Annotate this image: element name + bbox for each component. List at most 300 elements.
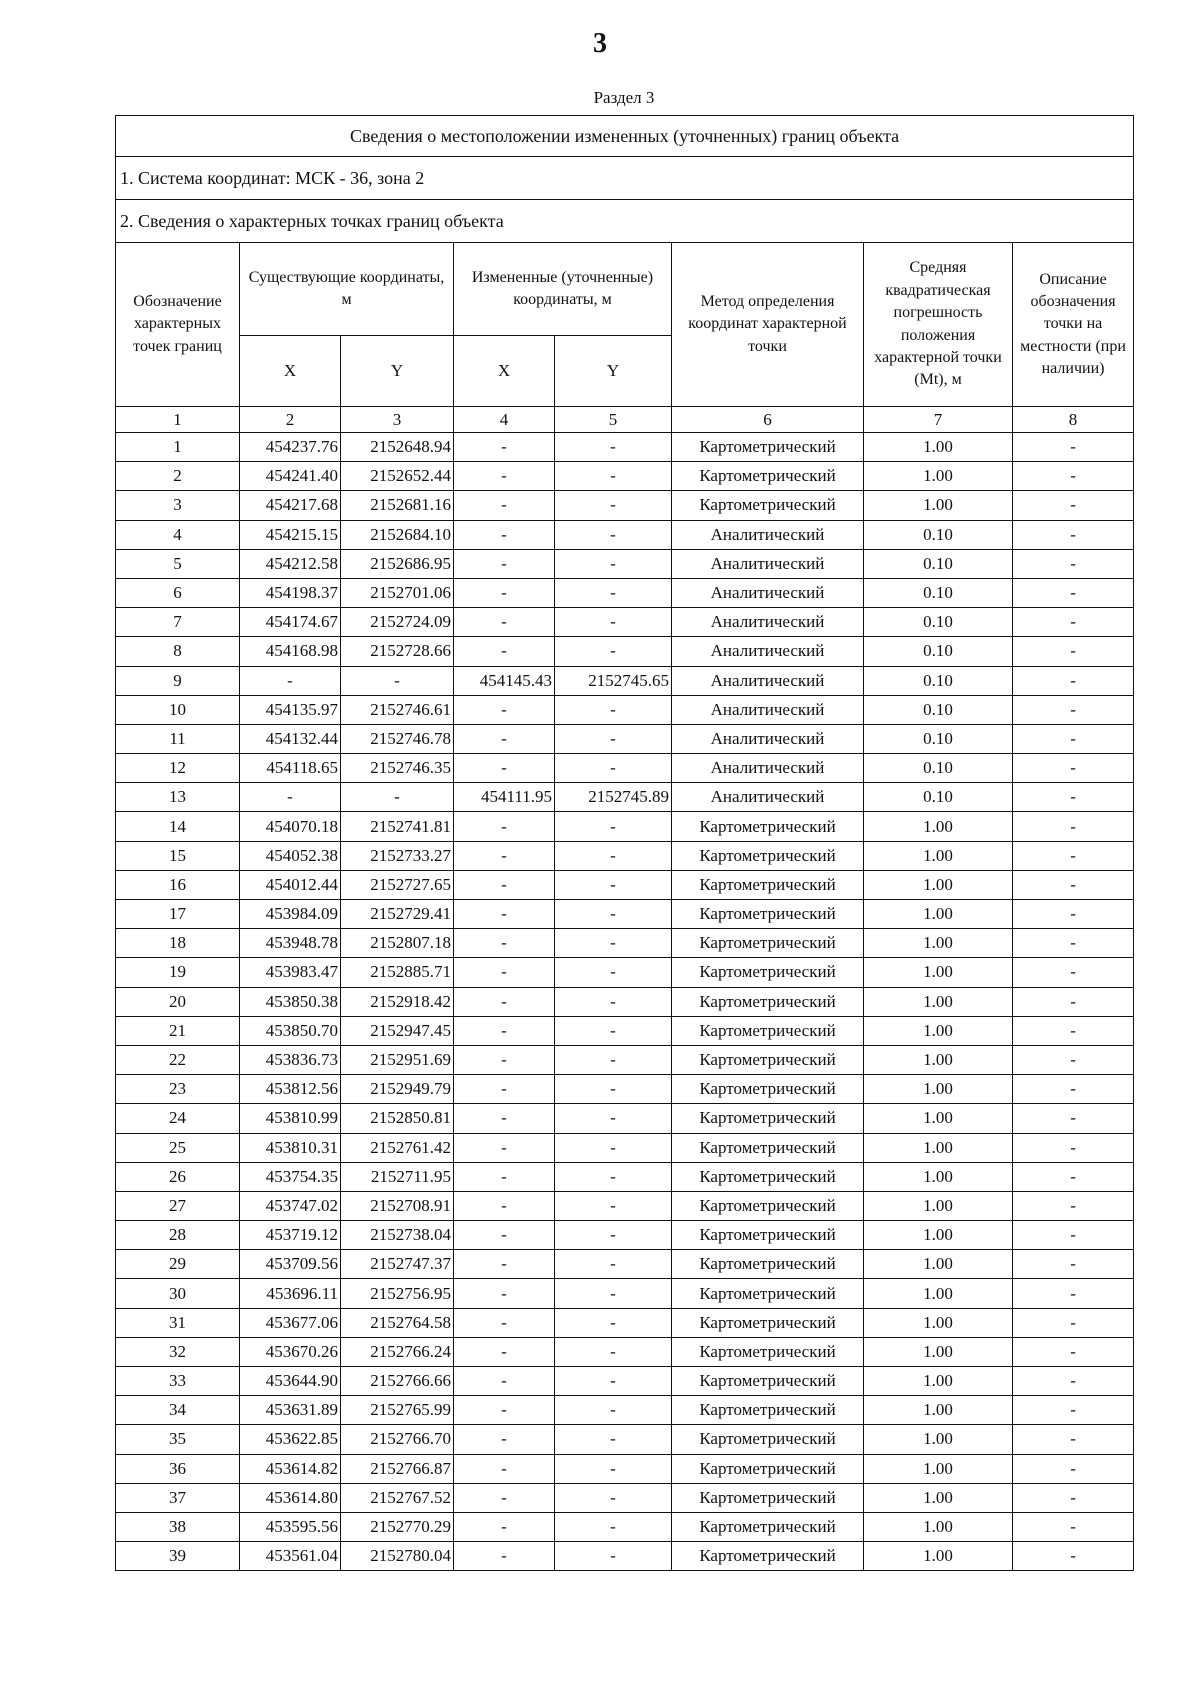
existing-y-cell: 2152766.66 <box>341 1367 454 1396</box>
description-cell: - <box>1013 1483 1134 1512</box>
changed-x-cell: - <box>454 1308 555 1337</box>
method-cell: Картометрический <box>672 491 864 520</box>
method-cell: Картометрический <box>672 1162 864 1191</box>
description-cell: - <box>1013 812 1134 841</box>
method-cell: Картометрический <box>672 1542 864 1571</box>
point-number-cell: 30 <box>116 1279 240 1308</box>
header-changed-coordinates: Измененные (уточненные) координаты, м <box>454 243 672 336</box>
existing-x-cell: 453561.04 <box>240 1542 341 1571</box>
changed-y-cell: - <box>555 1396 672 1425</box>
error-cell: 1.00 <box>864 1162 1013 1191</box>
changed-x-cell: - <box>454 520 555 549</box>
table-row <box>116 900 1134 929</box>
error-cell: 0.10 <box>864 549 1013 578</box>
table-row <box>116 1075 1134 1104</box>
description-cell: - <box>1013 958 1134 987</box>
changed-x-cell: - <box>454 1104 555 1133</box>
table-row <box>116 1337 1134 1366</box>
table-row <box>116 1367 1134 1396</box>
error-cell: 1.00 <box>864 1425 1013 1454</box>
existing-x-cell: 454052.38 <box>240 841 341 870</box>
changed-x-cell: 454145.43 <box>454 666 555 695</box>
error-cell: 1.00 <box>864 1221 1013 1250</box>
method-cell: Картометрический <box>672 1512 864 1541</box>
column-number: 6 <box>672 407 864 433</box>
changed-x-cell: - <box>454 1162 555 1191</box>
description-cell: - <box>1013 1337 1134 1366</box>
point-number-cell: 9 <box>116 666 240 695</box>
existing-x-cell: 453983.47 <box>240 958 341 987</box>
changed-y-cell: - <box>555 1425 672 1454</box>
table-row <box>116 1396 1134 1425</box>
point-number-cell: 24 <box>116 1104 240 1133</box>
table-row <box>116 1162 1134 1191</box>
changed-x-cell: - <box>454 812 555 841</box>
error-cell: 1.00 <box>864 491 1013 520</box>
changed-x-cell: - <box>454 637 555 666</box>
method-cell: Картометрический <box>672 433 864 462</box>
existing-y-cell: 2152728.66 <box>341 637 454 666</box>
existing-x-cell: 454118.65 <box>240 754 341 783</box>
table-row <box>116 1454 1134 1483</box>
header-description: Описание обозначения точки на местности (при наличии) <box>1013 243 1134 407</box>
error-cell: 1.00 <box>864 1367 1013 1396</box>
changed-x-cell: - <box>454 754 555 783</box>
method-cell: Картометрический <box>672 1425 864 1454</box>
changed-y-cell: - <box>555 1191 672 1220</box>
description-cell: - <box>1013 1454 1134 1483</box>
table-row <box>116 1483 1134 1512</box>
method-cell: Картометрический <box>672 1221 864 1250</box>
changed-y-cell: - <box>555 1279 672 1308</box>
point-number-cell: 17 <box>116 900 240 929</box>
description-cell: - <box>1013 666 1134 695</box>
existing-y-cell: 2152766.87 <box>341 1454 454 1483</box>
point-number-cell: 21 <box>116 1016 240 1045</box>
changed-x-cell: - <box>454 1045 555 1074</box>
point-number-cell: 14 <box>116 812 240 841</box>
description-cell: - <box>1013 1396 1134 1425</box>
existing-y-cell: 2152767.52 <box>341 1483 454 1512</box>
table-row <box>116 666 1134 695</box>
description-cell: - <box>1013 1542 1134 1571</box>
description-cell: - <box>1013 724 1134 753</box>
description-cell: - <box>1013 1075 1134 1104</box>
existing-x-cell: 454212.58 <box>240 549 341 578</box>
existing-y-cell: 2152765.99 <box>341 1396 454 1425</box>
existing-y-cell: 2152885.71 <box>341 958 454 987</box>
point-number-cell: 38 <box>116 1512 240 1541</box>
changed-x-cell: - <box>454 433 555 462</box>
existing-y-cell: 2152701.06 <box>341 578 454 607</box>
description-cell: - <box>1013 462 1134 491</box>
changed-x-cell: - <box>454 1425 555 1454</box>
description-cell: - <box>1013 1221 1134 1250</box>
changed-y-cell: - <box>555 870 672 899</box>
existing-x-cell: 453850.70 <box>240 1016 341 1045</box>
table-heading: Сведения о местоположении измененных (уточненных) границ объекта <box>116 116 1134 157</box>
changed-y-cell: - <box>555 812 672 841</box>
point-number-cell: 25 <box>116 1133 240 1162</box>
description-cell: - <box>1013 1016 1134 1045</box>
changed-x-cell: - <box>454 724 555 753</box>
existing-y-cell: 2152741.81 <box>341 812 454 841</box>
existing-x-cell: 454174.67 <box>240 608 341 637</box>
existing-x-cell: 454237.76 <box>240 433 341 462</box>
section-title: Раздел 3 <box>593 88 655 107</box>
error-cell: 1.00 <box>864 1396 1013 1425</box>
description-cell: - <box>1013 1512 1134 1541</box>
existing-x-cell: 453810.31 <box>240 1133 341 1162</box>
changed-y-cell: - <box>555 1162 672 1191</box>
point-number-cell: 7 <box>116 608 240 637</box>
method-cell: Картометрический <box>672 462 864 491</box>
existing-x-cell: 453810.99 <box>240 1104 341 1133</box>
page-number: 3 <box>593 28 607 59</box>
changed-x-cell: - <box>454 549 555 578</box>
method-cell: Картометрический <box>672 958 864 987</box>
existing-y-cell: 2152686.95 <box>341 549 454 578</box>
description-cell: - <box>1013 578 1134 607</box>
changed-y-cell: - <box>555 958 672 987</box>
changed-x-cell: - <box>454 1367 555 1396</box>
description-cell: - <box>1013 491 1134 520</box>
table-row <box>116 1542 1134 1571</box>
method-cell: Картометрический <box>672 1075 864 1104</box>
changed-x-cell: - <box>454 1542 555 1571</box>
error-cell: 1.00 <box>864 433 1013 462</box>
changed-y-cell: 2152745.65 <box>555 666 672 695</box>
changed-x-cell: - <box>454 958 555 987</box>
description-cell: - <box>1013 1191 1134 1220</box>
point-number-cell: 6 <box>116 578 240 607</box>
changed-x-cell: - <box>454 987 555 1016</box>
changed-x-cell: - <box>454 900 555 929</box>
existing-y-cell: 2152918.42 <box>341 987 454 1016</box>
existing-x-cell: 454168.98 <box>240 637 341 666</box>
existing-x-cell: 454217.68 <box>240 491 341 520</box>
point-number-cell: 19 <box>116 958 240 987</box>
method-cell: Аналитический <box>672 637 864 666</box>
table-row <box>116 549 1134 578</box>
changed-x-cell: - <box>454 1075 555 1104</box>
point-number-cell: 3 <box>116 491 240 520</box>
table-row <box>116 1104 1134 1133</box>
existing-y-cell: 2152807.18 <box>341 929 454 958</box>
header-existing-coordinates: Существующие координаты, м <box>240 243 454 336</box>
point-number-cell: 18 <box>116 929 240 958</box>
points-heading: 2. Сведения о характерных точках границ объекта <box>116 200 1134 243</box>
existing-x-cell: 453622.85 <box>240 1425 341 1454</box>
error-cell: 1.00 <box>864 1075 1013 1104</box>
existing-x-cell: 454132.44 <box>240 724 341 753</box>
boundary-points-table <box>115 115 1134 1571</box>
method-cell: Картометрический <box>672 1045 864 1074</box>
changed-x-cell: - <box>454 1279 555 1308</box>
table-row <box>116 724 1134 753</box>
description-cell: - <box>1013 754 1134 783</box>
table-row <box>116 637 1134 666</box>
table-row <box>116 812 1134 841</box>
error-cell: 1.00 <box>864 1250 1013 1279</box>
table-row <box>116 1512 1134 1541</box>
point-number-cell: 2 <box>116 462 240 491</box>
point-number-cell: 16 <box>116 870 240 899</box>
point-number-cell: 11 <box>116 724 240 753</box>
header-changed-y: Y <box>555 336 672 407</box>
changed-y-cell: - <box>555 462 672 491</box>
method-cell: Картометрический <box>672 987 864 1016</box>
existing-x-cell: 453709.56 <box>240 1250 341 1279</box>
method-cell: Картометрический <box>672 1104 864 1133</box>
error-cell: 1.00 <box>864 958 1013 987</box>
point-number-cell: 1 <box>116 433 240 462</box>
existing-y-cell: 2152746.61 <box>341 695 454 724</box>
point-number-cell: 4 <box>116 520 240 549</box>
method-cell: Аналитический <box>672 520 864 549</box>
existing-x-cell: 454012.44 <box>240 870 341 899</box>
changed-y-cell: - <box>555 1250 672 1279</box>
existing-y-cell: 2152780.04 <box>341 1542 454 1571</box>
existing-y-cell: 2152949.79 <box>341 1075 454 1104</box>
description-cell: - <box>1013 783 1134 812</box>
existing-y-cell: 2152708.91 <box>341 1191 454 1220</box>
table-row <box>116 1250 1134 1279</box>
point-number-cell: 10 <box>116 695 240 724</box>
changed-x-cell: - <box>454 491 555 520</box>
error-cell: 1.00 <box>864 1542 1013 1571</box>
existing-y-cell: 2152681.16 <box>341 491 454 520</box>
existing-x-cell: 453677.06 <box>240 1308 341 1337</box>
changed-x-cell: - <box>454 1512 555 1541</box>
table-row <box>116 695 1134 724</box>
existing-x-cell: 453948.78 <box>240 929 341 958</box>
coordinate-system: 1. Система координат: МСК - 36, зона 2 <box>116 157 1134 200</box>
column-number: 5 <box>555 407 672 433</box>
changed-y-cell: - <box>555 491 672 520</box>
table-row <box>116 783 1134 812</box>
table-row <box>116 1221 1134 1250</box>
header-error: Средняя квадратическая погрешность положения характерной точки (Mt), м <box>864 243 1013 407</box>
column-number: 4 <box>454 407 555 433</box>
existing-y-cell: 2152947.45 <box>341 1016 454 1045</box>
table-row <box>116 870 1134 899</box>
table-row <box>116 1016 1134 1045</box>
method-cell: Картометрический <box>672 1308 864 1337</box>
description-cell: - <box>1013 1279 1134 1308</box>
changed-x-cell: - <box>454 462 555 491</box>
existing-x-cell: 453836.73 <box>240 1045 341 1074</box>
table-row <box>116 754 1134 783</box>
existing-y-cell: - <box>341 666 454 695</box>
method-cell: Картометрический <box>672 900 864 929</box>
changed-y-cell: - <box>555 724 672 753</box>
changed-x-cell: - <box>454 1133 555 1162</box>
header-existing-x: X <box>240 336 341 407</box>
changed-y-cell: - <box>555 1075 672 1104</box>
method-cell: Аналитический <box>672 608 864 637</box>
description-cell: - <box>1013 608 1134 637</box>
changed-x-cell: - <box>454 929 555 958</box>
point-number-cell: 31 <box>116 1308 240 1337</box>
point-number-cell: 22 <box>116 1045 240 1074</box>
existing-x-cell: 453595.56 <box>240 1512 341 1541</box>
existing-x-cell: - <box>240 783 341 812</box>
existing-y-cell: 2152761.42 <box>341 1133 454 1162</box>
existing-y-cell: 2152746.78 <box>341 724 454 753</box>
error-cell: 1.00 <box>864 900 1013 929</box>
point-number-cell: 32 <box>116 1337 240 1366</box>
error-cell: 0.10 <box>864 608 1013 637</box>
table-row <box>116 1191 1134 1220</box>
table-row <box>116 1045 1134 1074</box>
error-cell: 0.10 <box>864 578 1013 607</box>
table-row <box>116 578 1134 607</box>
description-cell: - <box>1013 1308 1134 1337</box>
table-row <box>116 608 1134 637</box>
existing-y-cell: 2152684.10 <box>341 520 454 549</box>
description-cell: - <box>1013 1250 1134 1279</box>
existing-x-cell: 453850.38 <box>240 987 341 1016</box>
changed-y-cell: - <box>555 1337 672 1366</box>
point-number-cell: 20 <box>116 987 240 1016</box>
point-number-cell: 26 <box>116 1162 240 1191</box>
point-number-cell: 12 <box>116 754 240 783</box>
method-cell: Аналитический <box>672 666 864 695</box>
changed-y-cell: 2152745.89 <box>555 783 672 812</box>
existing-y-cell: 2152951.69 <box>341 1045 454 1074</box>
method-cell: Картометрический <box>672 1483 864 1512</box>
table-row <box>116 929 1134 958</box>
method-cell: Картометрический <box>672 841 864 870</box>
method-cell: Картометрический <box>672 1133 864 1162</box>
changed-y-cell: - <box>555 1045 672 1074</box>
changed-x-cell: - <box>454 1191 555 1220</box>
description-cell: - <box>1013 637 1134 666</box>
method-cell: Картометрический <box>672 1367 864 1396</box>
error-cell: 1.00 <box>864 1279 1013 1308</box>
existing-y-cell: - <box>341 783 454 812</box>
existing-x-cell: 454070.18 <box>240 812 341 841</box>
existing-y-cell: 2152756.95 <box>341 1279 454 1308</box>
point-number-cell: 13 <box>116 783 240 812</box>
error-cell: 1.00 <box>864 1337 1013 1366</box>
changed-x-cell: - <box>454 1483 555 1512</box>
error-cell: 1.00 <box>864 1454 1013 1483</box>
changed-y-cell: - <box>555 1104 672 1133</box>
error-cell: 0.10 <box>864 783 1013 812</box>
error-cell: 0.10 <box>864 754 1013 783</box>
column-number-row <box>116 407 1134 433</box>
changed-x-cell: - <box>454 1221 555 1250</box>
description-cell: - <box>1013 900 1134 929</box>
changed-x-cell: - <box>454 1454 555 1483</box>
changed-x-cell: - <box>454 695 555 724</box>
changed-x-cell: - <box>454 1396 555 1425</box>
method-cell: Картометрический <box>672 1191 864 1220</box>
description-cell: - <box>1013 433 1134 462</box>
table-row <box>116 433 1134 462</box>
existing-y-cell: 2152746.35 <box>341 754 454 783</box>
existing-x-cell: 453747.02 <box>240 1191 341 1220</box>
table-row <box>116 987 1134 1016</box>
method-cell: Аналитический <box>672 783 864 812</box>
existing-x-cell: 454215.15 <box>240 520 341 549</box>
table-row <box>116 1425 1134 1454</box>
error-cell: 1.00 <box>864 1133 1013 1162</box>
existing-x-cell: 453614.82 <box>240 1454 341 1483</box>
existing-y-cell: 2152738.04 <box>341 1221 454 1250</box>
method-cell: Картометрический <box>672 1337 864 1366</box>
error-cell: 0.10 <box>864 695 1013 724</box>
changed-x-cell: - <box>454 608 555 637</box>
error-cell: 0.10 <box>864 520 1013 549</box>
point-number-cell: 35 <box>116 1425 240 1454</box>
description-cell: - <box>1013 549 1134 578</box>
point-number-cell: 33 <box>116 1367 240 1396</box>
method-cell: Аналитический <box>672 724 864 753</box>
point-number-cell: 27 <box>116 1191 240 1220</box>
changed-x-cell: - <box>454 578 555 607</box>
point-number-cell: 37 <box>116 1483 240 1512</box>
error-cell: 1.00 <box>864 870 1013 899</box>
description-cell: - <box>1013 520 1134 549</box>
description-cell: - <box>1013 1162 1134 1191</box>
point-number-cell: 5 <box>116 549 240 578</box>
changed-y-cell: - <box>555 1483 672 1512</box>
method-cell: Аналитический <box>672 549 864 578</box>
changed-y-cell: - <box>555 549 672 578</box>
existing-y-cell: 2152747.37 <box>341 1250 454 1279</box>
error-cell: 0.10 <box>864 637 1013 666</box>
header-existing-y: Y <box>341 336 454 407</box>
column-number: 2 <box>240 407 341 433</box>
existing-x-cell: 453812.56 <box>240 1075 341 1104</box>
point-number-cell: 8 <box>116 637 240 666</box>
changed-x-cell: - <box>454 870 555 899</box>
changed-y-cell: - <box>555 1016 672 1045</box>
description-cell: - <box>1013 695 1134 724</box>
changed-y-cell: - <box>555 1542 672 1571</box>
method-cell: Картометрический <box>672 1454 864 1483</box>
description-cell: - <box>1013 1425 1134 1454</box>
method-cell: Картометрический <box>672 1016 864 1045</box>
changed-y-cell: - <box>555 608 672 637</box>
existing-y-cell: 2152729.41 <box>341 900 454 929</box>
existing-x-cell: 453631.89 <box>240 1396 341 1425</box>
existing-x-cell: 454241.40 <box>240 462 341 491</box>
column-number: 7 <box>864 407 1013 433</box>
changed-x-cell: - <box>454 841 555 870</box>
header-designation: Обозначение характерных точек границ <box>116 243 240 407</box>
changed-y-cell: - <box>555 900 672 929</box>
method-cell: Аналитический <box>672 695 864 724</box>
error-cell: 1.00 <box>864 1483 1013 1512</box>
existing-x-cell: 454198.37 <box>240 578 341 607</box>
column-number: 8 <box>1013 407 1134 433</box>
point-number-cell: 36 <box>116 1454 240 1483</box>
changed-y-cell: - <box>555 637 672 666</box>
existing-x-cell: 453644.90 <box>240 1367 341 1396</box>
error-cell: 0.10 <box>864 724 1013 753</box>
point-number-cell: 15 <box>116 841 240 870</box>
existing-y-cell: 2152727.65 <box>341 870 454 899</box>
error-cell: 1.00 <box>864 1308 1013 1337</box>
method-cell: Картометрический <box>672 1279 864 1308</box>
existing-y-cell: 2152764.58 <box>341 1308 454 1337</box>
table-row <box>116 958 1134 987</box>
changed-y-cell: - <box>555 1308 672 1337</box>
